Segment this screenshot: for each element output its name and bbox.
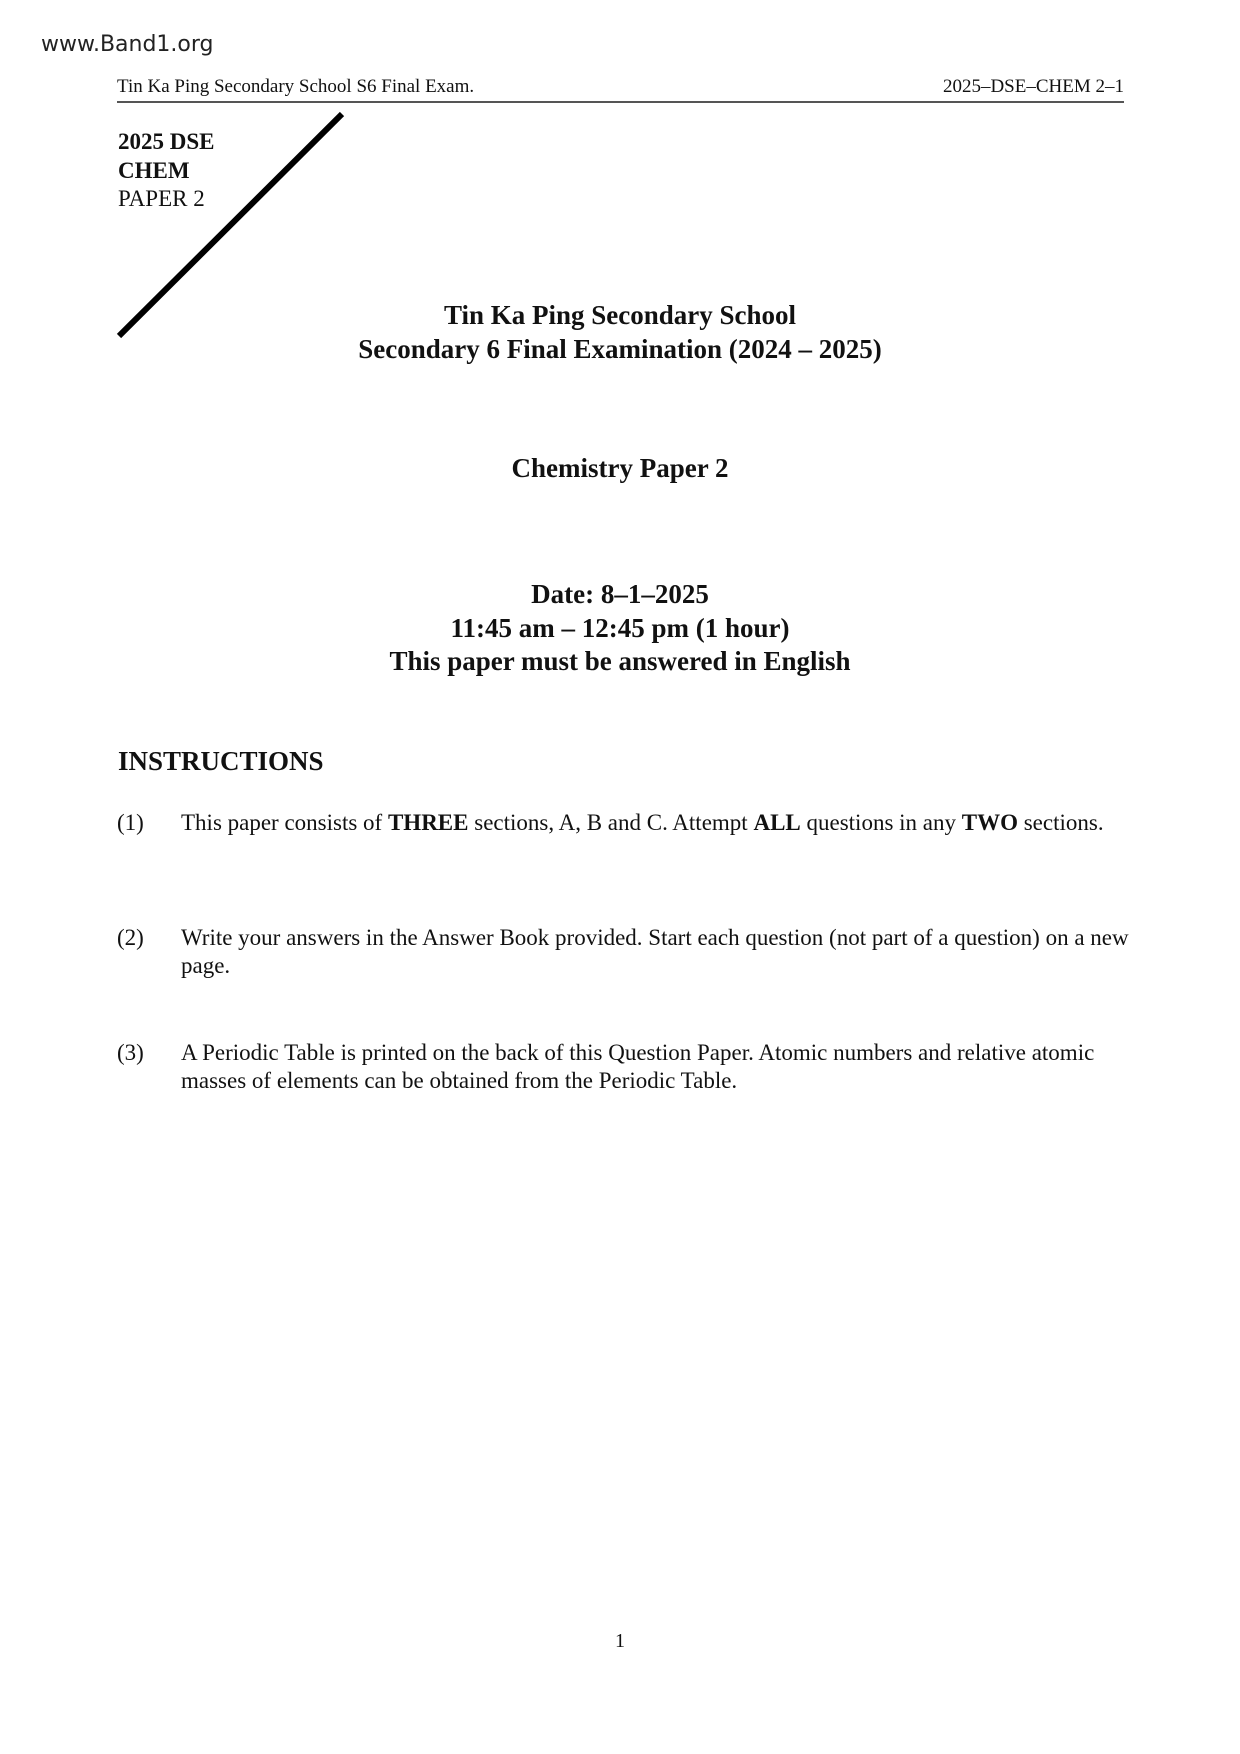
school-title: Tin Ka Ping Secondary School	[443, 300, 797, 330]
exam-title: Secondary 6 Final Examination (2024 – 2025)	[358, 334, 882, 364]
item-number: (2)	[117, 925, 144, 950]
exam-date: Date: 8–1–2025	[531, 579, 709, 609]
exam-time: 11:45 am – 12:45 pm (1 hour)	[450, 613, 790, 643]
header-left: Tin Ka Ping Secondary School S6 Final Exam.	[117, 76, 475, 97]
item-text: Write your answers in the Answer Book provided. Start each question (not part of a question) on a new page.	[181, 925, 1129, 978]
subject-title: Chemistry Paper 2	[511, 453, 729, 483]
item-text: A Periodic Table is printed on the back of this Question Paper. Atomic numbers and relative atomic masses of elements can be obtained from the Periodic Table.	[181, 1040, 1095, 1093]
item-text: This paper consists of THREE sections, A, B and C. Attempt ALL questions in any TWO sections.	[181, 810, 1104, 835]
item-number: (1)	[117, 810, 144, 835]
paper-code-line1: 2025 DSE	[118, 129, 215, 154]
language-note: This paper must be answered in English	[389, 646, 851, 676]
paper-code-line3: PAPER 2	[118, 186, 205, 211]
item-number: (3)	[117, 1040, 144, 1065]
page-number: 1	[615, 1630, 625, 1652]
header-right: 2025–DSE–CHEM 2–1	[942, 76, 1124, 97]
instructions-heading: INSTRUCTIONS	[118, 746, 324, 776]
paper-code-line2: CHEM	[118, 158, 190, 183]
watermark: www.Band1.org	[41, 32, 214, 57]
